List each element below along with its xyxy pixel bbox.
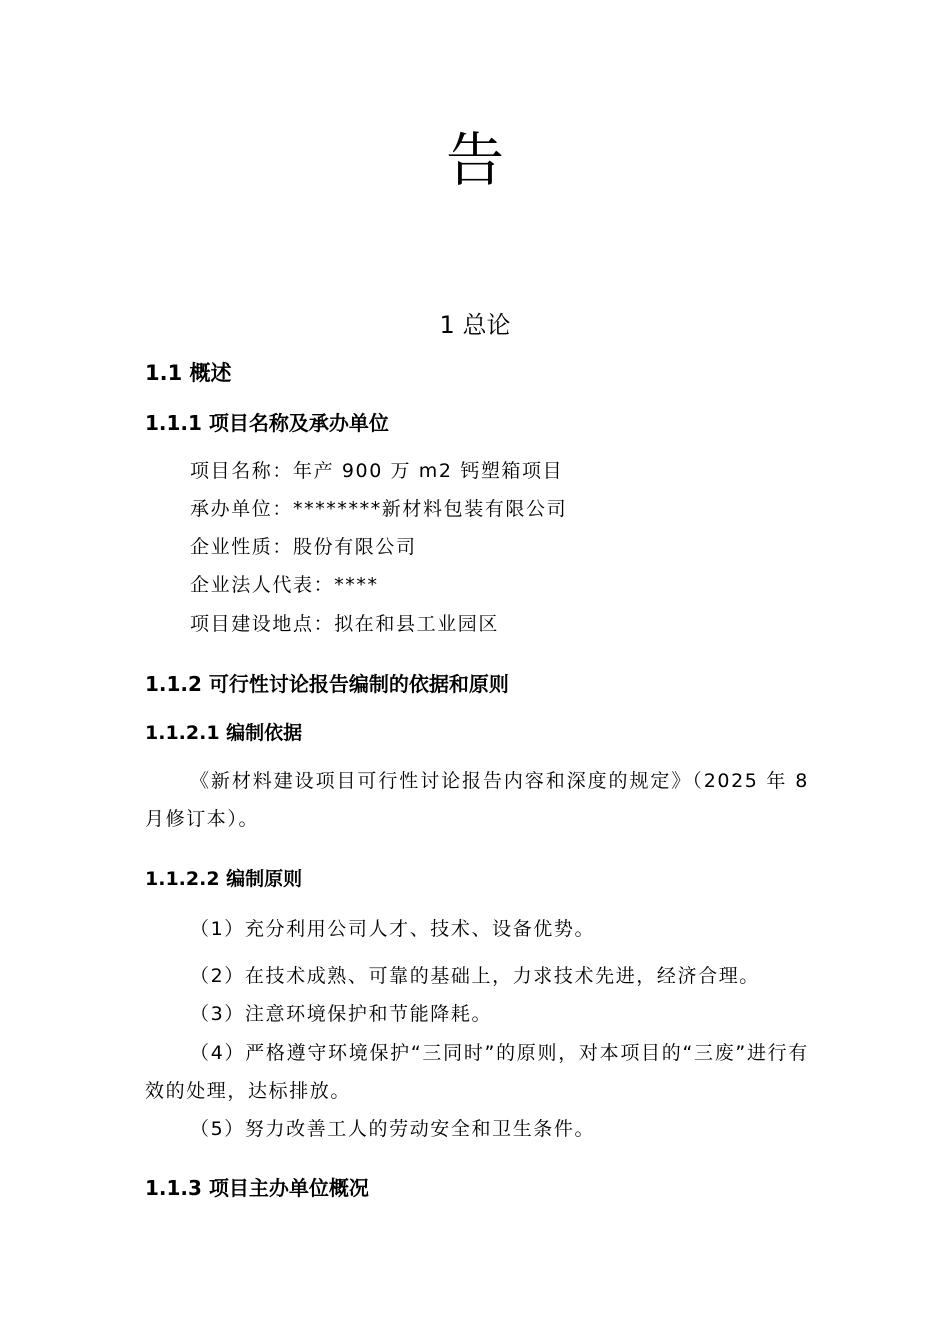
project-name-line: 项目名称：年产 900 万 m2 钙塑箱项目 (190, 460, 564, 482)
organizer-line: 承办单位：********新材料包装有限公司 (190, 498, 568, 520)
legal-representative-line: 企业法人代表：**** (190, 574, 379, 596)
principle-item: （3）注意环境保护和节能降耗。 (190, 1003, 493, 1025)
section-heading-1-1-2-2: 1.1.2.2 编制原则 (145, 868, 303, 890)
section-heading-1-1-2: 1.1.2 可行性讨论报告编制的依据和原则 (145, 672, 509, 696)
principle-item: （2）在技术成熟、可靠的基础上，力求技术先进，经济合理。 (190, 965, 760, 987)
enterprise-type-line: 企业性质：股份有限公司 (190, 536, 417, 558)
project-location-line: 项目建设地点：拟在和县工业园区 (190, 613, 500, 635)
section-heading-1-1-1: 1.1.1 项目名称及承办单位 (145, 411, 389, 435)
principle-item: （5）努力改善工人的劳动安全和卫生条件。 (190, 1118, 596, 1140)
chapter-title: 1 总论 (439, 311, 511, 339)
section-heading-1-1-2-1: 1.1.2.1 编制依据 (145, 722, 303, 744)
basis-paragraph: 《新材料建设项目可行性讨论报告内容和深度的规定》（2025 年 8 月修订本）。 (145, 770, 809, 830)
principle-item: （1）充分利用公司人才、技术、设备优势。 (190, 918, 596, 940)
title-fragment: 告 (445, 126, 504, 194)
section-heading-1-1: 1.1 概述 (145, 361, 232, 385)
section-heading-1-1-3: 1.1.3 项目主办单位概况 (145, 1176, 369, 1200)
principle-item: （4）严格遵守环境保护“三同时”的原则，对本项目的“三废”进行有效的处理，达标排放。 (145, 1042, 809, 1102)
